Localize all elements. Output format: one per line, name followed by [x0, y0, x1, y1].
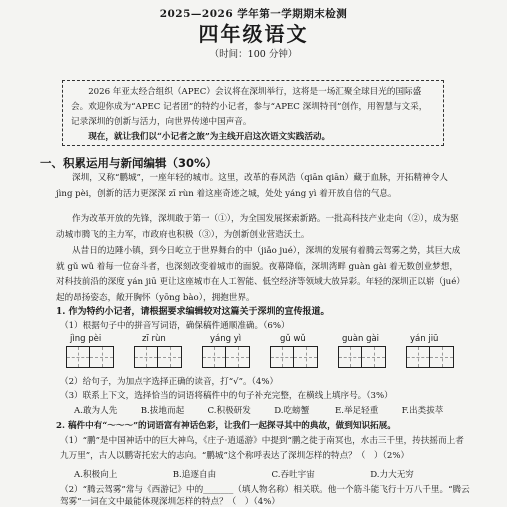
option[interactable]: B.追逐自由: [172, 470, 217, 480]
pinyin-label: yán jiū: [410, 334, 439, 344]
option[interactable]: A.积极向上: [74, 470, 118, 480]
article-text: 深圳，又称“鹏城”，一座年轻的城市。这里，改革的春风浩（qiān qiān）藏于血脉，开拓精神令人 jìng pèi，创新的活力更深深 zī rùn 着这座奇迹之城，处处 yáng yì 着开放自信的气息。: [56, 173, 448, 199]
pinyin-label: zī rùn: [142, 334, 166, 344]
section-title: 一、积累运用与新闻编辑（30%）: [40, 156, 218, 170]
options-row: [74, 468, 474, 480]
option[interactable]: E.举足轻重: [334, 406, 379, 416]
article-paragraph-3: [56, 244, 464, 306]
pinyin-label: gǔ wǔ: [280, 334, 306, 344]
answer-box-1[interactable]: [66, 346, 114, 368]
page-title: 四年级语文: [198, 22, 309, 46]
answer-box-6[interactable]: [406, 346, 454, 368]
option[interactable]: B.拔地而起: [140, 406, 185, 416]
question-1-1: （1）根据句子中的拼音写词语，确保稿件通顺准确。（6%）: [60, 321, 290, 331]
answer-box-2[interactable]: [134, 346, 182, 368]
question-1: 1. 作为特约小记者，请根据要求编辑较对这篇关于深圳的宣传报道。: [56, 307, 330, 317]
option[interactable]: D.力大无穷: [370, 470, 414, 480]
option[interactable]: C.积极研发: [207, 406, 251, 416]
pinyin-label: guàn gài: [342, 334, 380, 344]
article-text: 从昔日的边陲小镇，到今日屹立于世界舞台的中（jiǎo jué），深圳的发展有着腾云驾雾之势，其巨大成就 gǔ wǔ 着每一位奋斗者，也深刻改变着城市的面貌。夜幕降临，深圳湾畔 guàn gài 着无数创业梦想，对科技前沿的深度 yán jiū 更让这座城市在人工智能、低空经济等领域大放异彩。年轻的深圳正以崭（jué）起的昂扬姿态，敞开胸怀（yōng bào），拥抱世界。: [56, 246, 461, 303]
article-paragraph-1: [56, 171, 464, 202]
option[interactable]: C.吞吐宇宙: [271, 470, 315, 480]
article-text: 作为改革开放的先锋，深圳敢于第一（①），为全国发展探索新路。一批高科技产业走向（②），成为驱动城市腾飞的主力军，市政府也积极（③），为创新创业营造沃土。: [56, 214, 459, 240]
pinyin-label: yáng yì: [210, 334, 242, 344]
question-2: 2. 稿件中有“～～～”的词语富有神话色彩，让我们一起探寻其中的典故，做到知识拓展。: [56, 421, 396, 431]
article-paragraph-2: [56, 212, 464, 243]
intro-paragraph: 2026 年亚太经合组织（APEC）会议将在深圳举行，这将是一场汇聚全球目光的国际盛会。欢迎你成为“APEC 记者团”的特约小记者，参与“APEC 深圳特刊”创作，用智慧与文采，记录深圳的创新与活力，向世界传递中国声音。: [71, 87, 428, 127]
question-2-2: （2）“腾云驾雾”常与《西游记》中的_______（填人物名称）相关联。他一个筋斗能飞行十万八千里。“腾云驾雾”一词在文中最能体现深圳怎样的特点？（ ）（4%）: [60, 485, 470, 507]
answer-box-5[interactable]: [338, 346, 386, 368]
options-row: [74, 404, 474, 416]
option[interactable]: F.出类拔萃: [401, 406, 444, 416]
pinyin-label: jìng pèi: [70, 334, 102, 344]
exam-header: 2025—2026 学年第一学期期末检测: [159, 8, 348, 20]
answer-box-4[interactable]: [270, 346, 318, 368]
intro-box: [62, 80, 444, 146]
question-1-3: （3）联系上下文，选择恰当的词语将稿件中的句子补充完整，在横线上填序号。（3%）: [60, 391, 393, 401]
time-note: （时间：100 分钟）: [209, 49, 298, 60]
intro-instruction: 现在，就让我们以“小记者之旅”为主线开启这次语文实践活动。: [88, 132, 331, 142]
option[interactable]: A.敢为人先: [74, 406, 118, 416]
answer-box-3[interactable]: [202, 346, 250, 368]
option[interactable]: D.吃螃蟹: [274, 406, 310, 416]
question-2-1: （1）“鹏”是中国神话中的巨大神鸟，《庄子·逍遥游》中提到“鹏之徙于南冥也，水击三千里，抟扶摇而上者九万里”，古人以鹏寄托宏大的志向。“鹏城”这个称呼表达了深圳怎样的特点？（ ）（2%）: [60, 436, 464, 461]
question-1-2: （2）给句子，为加点字选择正确的读音，打“√”。（4%）: [60, 377, 279, 387]
answer-grid: [66, 346, 472, 370]
pinyin-row: [70, 334, 470, 346]
